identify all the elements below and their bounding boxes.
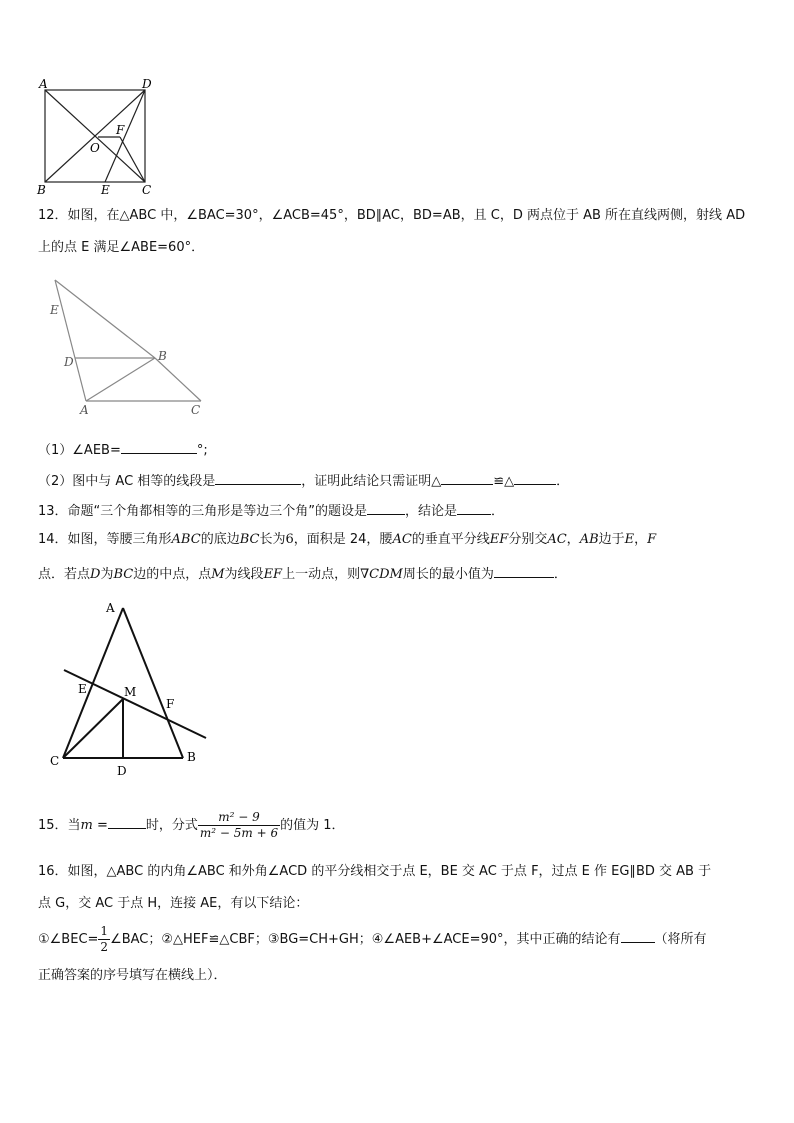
q16-text: ∠BAC；②△HEF≌△CBF；③BG=CH+GH；④∠AEB+∠ACE=90°，其中正确的结论有 <box>110 932 621 947</box>
q13-mid: ，结论是 <box>405 504 458 519</box>
q15-var-m: m <box>80 818 93 833</box>
fraction <box>198 810 280 841</box>
label-C: C <box>191 403 201 417</box>
q14-line2 <box>38 564 567 583</box>
q14-text: 的垂直平分线 <box>411 532 490 547</box>
q14-var: EF <box>263 567 283 582</box>
q13-prefix: 13．命题“三个角都相等的三角形是等边三个角”的题设是 <box>38 504 368 519</box>
q14-text: 14．如图，等腰三角形 <box>38 532 172 547</box>
q12-part2-mid: ，证明此结论只需证明△ <box>301 474 442 489</box>
q12-part2-cong: ≌△ <box>493 474 515 489</box>
q12-part2-prefix: （2）图中与 AC 相等的线段是 <box>38 474 216 489</box>
answer-blank-hypothesis[interactable] <box>367 501 405 515</box>
q14-var: AB <box>579 532 599 547</box>
q14-text: 边的中点，点 <box>133 567 212 582</box>
q12-line2: 上的点 E 满足∠ABE=60°． <box>38 240 205 255</box>
answer-blank-min-perimeter[interactable] <box>494 564 554 578</box>
fraction-numerator: m² − 9 <box>198 810 280 826</box>
answer-blank-m[interactable] <box>108 815 146 829</box>
q15-line <box>38 810 345 842</box>
q14-text: 上一动点，则 <box>282 567 361 582</box>
label-B: B <box>158 349 167 363</box>
q12-figure <box>48 272 208 417</box>
label-D: D <box>117 764 127 778</box>
answer-blank-equal-segment[interactable] <box>215 471 301 485</box>
q14-text: 长为 <box>259 532 286 547</box>
q14-text: 为 <box>100 567 114 582</box>
label-E: E <box>78 682 87 696</box>
q12-part2 <box>38 471 569 490</box>
label-M: M <box>124 685 137 699</box>
q14-var: EF <box>489 532 509 547</box>
label-D: D <box>142 77 152 91</box>
label-D: D <box>64 355 74 369</box>
label-F: F <box>116 123 125 137</box>
q15-equals: = <box>92 818 108 833</box>
q14-var: BC <box>239 532 260 547</box>
label-O: O <box>90 141 100 155</box>
q14-var: AC <box>547 532 567 547</box>
fraction-numerator: 1 <box>100 924 109 938</box>
q12-part2-end: ． <box>556 474 570 489</box>
q15-mid: 时，分式 <box>145 818 198 833</box>
q12-part1-suffix: °; <box>196 443 208 458</box>
answer-blank-aeb[interactable] <box>121 440 197 454</box>
q14-text: ， <box>634 532 648 547</box>
fraction-half <box>98 924 110 955</box>
q14-text: ． <box>553 567 567 582</box>
q14-var: E <box>624 532 635 547</box>
q14-var: ABC <box>171 532 201 547</box>
answer-blank-conclusion[interactable] <box>457 501 491 515</box>
q14-figure <box>46 598 211 778</box>
q14-text: 的底边 <box>200 532 240 547</box>
q14-var: BC <box>113 567 134 582</box>
fraction-denominator: 2 <box>100 940 109 954</box>
q14-var: M <box>211 567 225 582</box>
q14-var: 6 <box>285 532 294 547</box>
fraction-denominator: m² − 5m + 6 <box>199 826 279 840</box>
q13-line <box>38 501 504 520</box>
answer-blank-correct-conclusions[interactable] <box>621 929 655 943</box>
q14-var: F <box>647 532 657 547</box>
rectangle-figure <box>34 78 159 196</box>
q16-line4: 正确答案的序号填写在横线上）． <box>38 968 227 983</box>
q14-text: 周长的最小值为 <box>402 567 494 582</box>
q14-text: 点．若点 <box>38 567 91 582</box>
q14-text: 为线段 <box>224 567 264 582</box>
answer-blank-triangle-2[interactable] <box>514 471 556 485</box>
q12-line1: 12．如图，在△ABC 中，∠BAC=30°，∠ACB=45°，BD∥AC，BD=AB，且 C，D 两点位于 AB 所在直线两侧，射线 AD <box>38 208 746 223</box>
q12-part1-prefix: （1）∠AEB= <box>38 443 121 458</box>
label-E: E <box>101 183 110 197</box>
q16-line2: 点 G，交 AC 于点 H，连接 AE，有以下结论： <box>38 896 309 911</box>
label-A: A <box>106 601 115 615</box>
q16-line3 <box>38 924 707 956</box>
label-C: C <box>50 754 60 768</box>
q14-var: ∇CDM <box>360 567 403 582</box>
label-A: A <box>80 403 89 417</box>
q14-text: 分别交 <box>508 532 548 547</box>
q12-part1 <box>38 440 208 459</box>
q16-text: （将所有 <box>654 932 707 947</box>
label-A: A <box>39 77 48 91</box>
q14-text: ， <box>566 532 580 547</box>
q14-text: ，面积是 24，腰 <box>293 532 393 547</box>
q14-text: 边于 <box>598 532 625 547</box>
label-F: F <box>166 697 175 711</box>
q15-suffix: 的值为 1． <box>280 818 345 833</box>
q13-end: ． <box>491 504 505 519</box>
answer-blank-triangle-1[interactable] <box>441 471 493 485</box>
label-C: C <box>142 183 152 197</box>
label-B: B <box>37 183 46 197</box>
q16-text: ①∠BEC= <box>38 932 99 947</box>
q14-line1 <box>38 532 656 548</box>
q14-var: D <box>90 567 101 582</box>
q15-prefix: 15．当 <box>38 818 81 833</box>
label-E: E <box>50 303 59 317</box>
q14-var: AC <box>392 532 412 547</box>
label-B: B <box>187 750 196 764</box>
q16-line1: 16．如图，△ABC 的内角∠ABC 和外角∠ACD 的平分线相交于点 E，BE 交 AC 于点 F，过点 E 作 EG∥BD 交 AB 于 <box>38 864 712 879</box>
